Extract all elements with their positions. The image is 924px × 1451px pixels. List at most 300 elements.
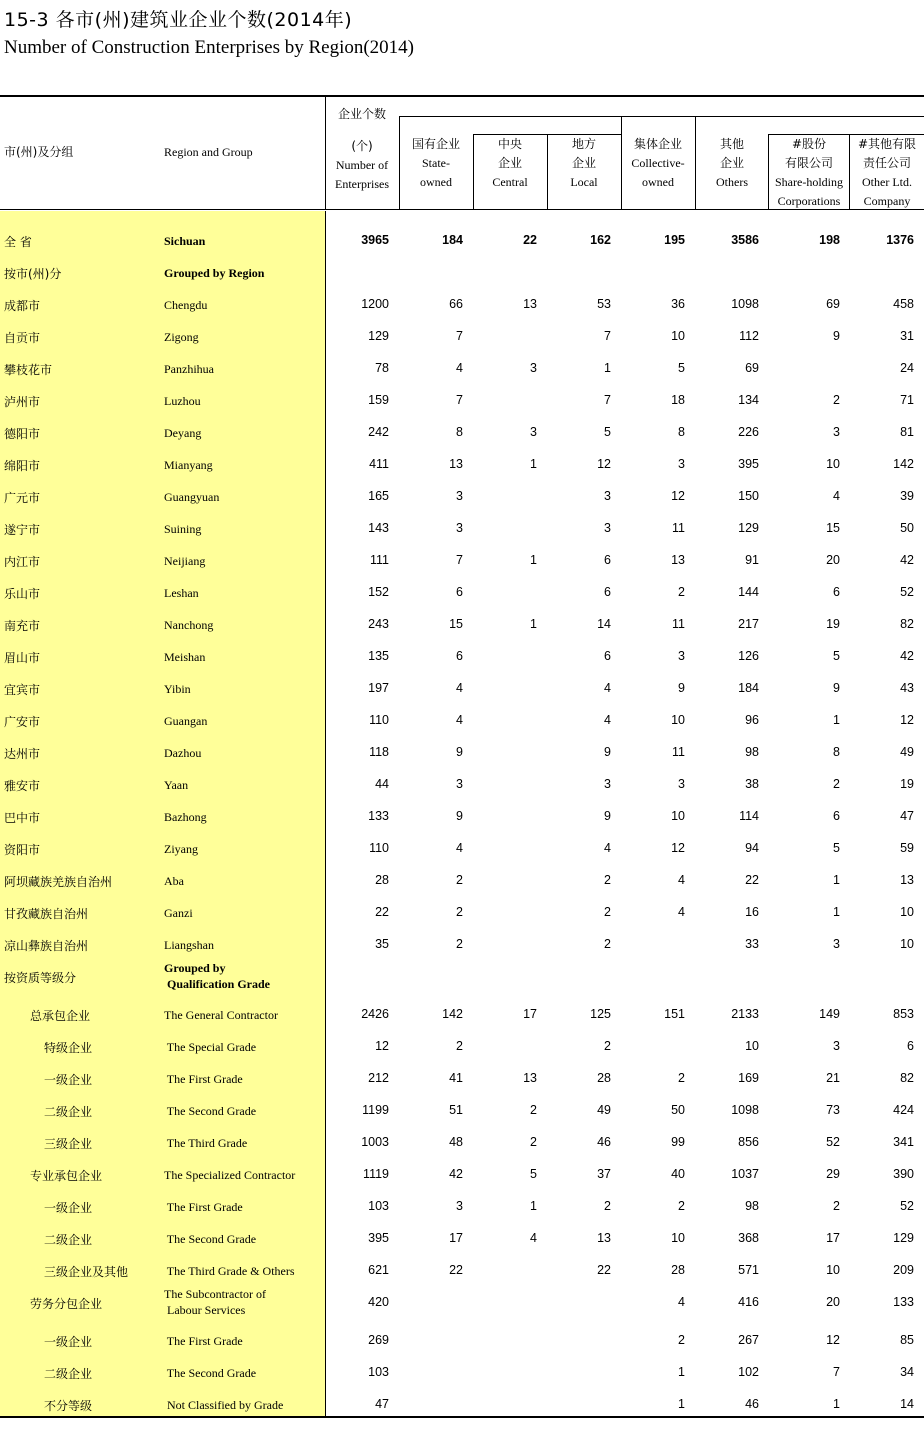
cell-local: 28 <box>597 1071 611 1085</box>
cell-count: 143 <box>368 521 389 535</box>
row-label-en <box>164 457 213 473</box>
row-label-en-line1: Nanchong <box>164 618 214 632</box>
table-row <box>0 865 924 897</box>
cell-others: 96 <box>745 713 759 727</box>
table-row <box>0 1095 924 1127</box>
row-label-en-line1: Suining <box>164 522 202 536</box>
cell-local: 3 <box>604 521 611 535</box>
row-label-en-line1: The First Grade <box>164 1200 243 1214</box>
row-label-en-line1: Neijiang <box>164 554 206 568</box>
cell-others: 184 <box>738 681 759 695</box>
cell-share: 1 <box>833 873 840 887</box>
cell-others: 112 <box>739 329 759 343</box>
header-share-en2: Corporations <box>777 194 841 208</box>
cell-others: 114 <box>739 809 759 823</box>
cell-others: 3586 <box>731 233 759 247</box>
row-label-en-line1: Ziyang <box>164 842 198 856</box>
cell-ltd: 49 <box>900 745 914 759</box>
cell-others: 1098 <box>731 1103 759 1117</box>
cell-others: 217 <box>738 617 759 631</box>
row-label-cn: 二级企业 <box>44 1105 93 1119</box>
cell-state: 7 <box>456 329 463 343</box>
row-label-en <box>164 745 201 761</box>
row-label-en-line2: Labour Services <box>164 1303 246 1317</box>
cell-count: 118 <box>369 745 389 759</box>
row-label-cn: 总承包企业 <box>30 1009 91 1023</box>
table-row <box>0 1283 924 1321</box>
table-row <box>0 545 924 577</box>
cell-state: 48 <box>449 1135 463 1149</box>
row-label-cn: 一级企业 <box>44 1073 93 1087</box>
cell-collective: 9 <box>678 681 685 695</box>
cell-state: 15 <box>449 617 463 631</box>
cell-central: 3 <box>530 425 537 439</box>
cell-local: 5 <box>604 425 611 439</box>
row-label-cn: 三级企业 <box>44 1137 93 1151</box>
cell-others: 368 <box>738 1231 759 1245</box>
cell-collective: 18 <box>671 393 685 407</box>
header-share-en1: Share-holding <box>775 175 843 189</box>
cell-others: 856 <box>738 1135 759 1149</box>
cell-state: 2 <box>456 1039 463 1053</box>
cell-ltd: 13 <box>900 873 914 887</box>
cell-share: 2 <box>833 393 840 407</box>
cell-share: 9 <box>833 681 840 695</box>
cell-count: 1119 <box>363 1167 389 1181</box>
row-label-en <box>164 1167 295 1183</box>
row-label-cn: 一级企业 <box>44 1201 93 1215</box>
cell-central: 1 <box>530 553 537 567</box>
row-label-en-line1: Leshan <box>164 586 199 600</box>
row-label-en <box>164 1007 278 1023</box>
row-label-cn: 绵阳市 <box>4 459 41 473</box>
row-label-cn: 南充市 <box>4 619 41 633</box>
table-row <box>0 417 924 449</box>
cell-share: 19 <box>826 617 840 631</box>
table-row <box>0 577 924 609</box>
cell-ltd: 42 <box>900 649 914 663</box>
row-label-en-line1: Not Classified by Grade <box>164 1398 284 1412</box>
cell-count: 28 <box>375 873 389 887</box>
cell-state: 13 <box>449 457 463 471</box>
row-label-en <box>164 1365 256 1381</box>
cell-ltd: 42 <box>900 553 914 567</box>
cell-ltd: 34 <box>900 1365 914 1379</box>
header-collective-en1: Collective- <box>631 156 685 170</box>
header-collective-en2: owned <box>642 175 674 189</box>
cell-count: 12 <box>375 1039 389 1053</box>
cell-central: 22 <box>523 233 537 247</box>
row-label-en <box>164 521 201 537</box>
header-share-cn2: 有限公司 <box>784 156 833 170</box>
cell-central: 17 <box>523 1007 537 1021</box>
row-label-cn: 广元市 <box>4 491 41 505</box>
row-label-cn: 攀枝花市 <box>4 363 53 377</box>
table-row <box>0 1325 924 1357</box>
table-row <box>0 641 924 673</box>
cell-share: 15 <box>826 521 840 535</box>
header-collective <box>622 135 694 192</box>
cell-count: 1003 <box>361 1135 389 1149</box>
cell-state: 3 <box>456 777 463 791</box>
row-label-cn: 宜宾市 <box>4 683 41 697</box>
cell-state: 22 <box>449 1263 463 1277</box>
cell-others: 16 <box>745 905 759 919</box>
header-region-cn: 市(州)及分组 <box>4 145 74 159</box>
cell-collective: 2 <box>678 1333 685 1347</box>
header-count-group <box>326 137 398 194</box>
header-local-cn1: 地方 <box>571 137 596 151</box>
cell-local: 6 <box>604 585 611 599</box>
page-title-cn: 15-3 各市(州)建筑业企业个数(2014年) <box>4 9 353 31</box>
cell-collective: 3 <box>678 457 685 471</box>
cell-others: 98 <box>745 1199 759 1213</box>
row-label-cn: 凉山彝族自治州 <box>4 939 89 953</box>
cell-share: 8 <box>833 745 840 759</box>
header-local <box>548 135 620 192</box>
cell-state: 41 <box>449 1071 463 1085</box>
cell-count: 165 <box>368 489 389 503</box>
row-label-cn: 劳务分包企业 <box>30 1297 103 1311</box>
header-central <box>474 135 546 192</box>
cell-local: 4 <box>604 841 611 855</box>
cell-state: 3 <box>456 1199 463 1213</box>
table-row <box>0 225 924 257</box>
row-label-en-line1: Luzhou <box>164 394 201 408</box>
row-label-cn: 遂宁市 <box>4 523 41 537</box>
cell-ltd: 50 <box>900 521 914 535</box>
cell-collective: 10 <box>671 713 685 727</box>
row-label-en <box>164 489 219 505</box>
row-label-en <box>164 617 213 633</box>
table-row <box>0 257 924 289</box>
row-label-en <box>164 937 214 953</box>
cell-local: 46 <box>597 1135 611 1149</box>
cell-state: 3 <box>456 521 463 535</box>
cell-count: 44 <box>375 777 389 791</box>
row-label-en-line1: The Subcontractor of <box>164 1287 266 1301</box>
cell-share: 20 <box>826 553 840 567</box>
table-row <box>0 289 924 321</box>
cell-collective: 1 <box>678 1365 685 1379</box>
cell-count: 1199 <box>362 1103 389 1117</box>
header-region-en: Region and Group <box>164 145 253 159</box>
cell-local: 2 <box>604 1199 611 1213</box>
row-label-en <box>164 649 205 665</box>
cell-ltd: 133 <box>893 1295 914 1309</box>
cell-local: 2 <box>604 1039 611 1053</box>
cell-count: 47 <box>375 1397 389 1411</box>
row-label-en-line1: The Third Grade <box>164 1136 248 1150</box>
table-row <box>0 705 924 737</box>
cell-collective: 8 <box>678 425 685 439</box>
row-label-cn: 泸州市 <box>4 395 41 409</box>
table-row <box>0 897 924 929</box>
cell-ltd: 12 <box>900 713 914 727</box>
table-row <box>0 737 924 769</box>
cell-local: 3 <box>604 777 611 791</box>
cell-share: 2 <box>833 777 840 791</box>
row-label-en-line1: The First Grade <box>164 1072 243 1086</box>
row-label-cn: 二级企业 <box>44 1233 93 1247</box>
row-label-en <box>164 553 205 569</box>
row-label-cn: 按市(州)分 <box>4 267 62 281</box>
row-label-cn: 三级企业及其他 <box>44 1265 129 1279</box>
cell-state: 6 <box>456 649 463 663</box>
row-label-en-line1: Aba <box>164 874 184 888</box>
row-label-cn: 巴中市 <box>4 811 41 825</box>
row-label-en-line1: Chengdu <box>164 298 208 312</box>
cell-ltd: 19 <box>900 777 914 791</box>
cell-collective: 28 <box>671 1263 685 1277</box>
cell-others: 129 <box>738 521 759 535</box>
cell-state: 7 <box>456 553 463 567</box>
cell-count: 152 <box>368 585 389 599</box>
row-label-cn: 全 省 <box>4 235 32 249</box>
cell-local: 22 <box>597 1263 611 1277</box>
cell-share: 12 <box>826 1333 840 1347</box>
cell-state: 9 <box>456 809 463 823</box>
header-ltd <box>850 135 924 211</box>
table-row <box>0 513 924 545</box>
header-central-cn2: 企业 <box>497 156 522 170</box>
row-label-en-line1: Sichuan <box>164 234 206 248</box>
header-share <box>769 135 849 211</box>
cell-others: 2133 <box>731 1007 759 1021</box>
cell-ltd: 81 <box>900 425 914 439</box>
row-label-cn: 甘孜藏族自治州 <box>4 907 89 921</box>
header-local-en: Local <box>570 175 598 189</box>
cell-count: 22 <box>375 905 389 919</box>
row-label-en <box>164 960 270 992</box>
cell-collective: 50 <box>671 1103 685 1117</box>
row-label-en <box>164 1231 256 1247</box>
header-count-unit: (个) <box>351 139 373 153</box>
row-label-en-line1: The Second Grade <box>164 1366 257 1380</box>
row-label-cn: 达州市 <box>4 747 41 761</box>
cell-state: 4 <box>456 841 463 855</box>
cell-ltd: 424 <box>893 1103 914 1117</box>
cell-count: 133 <box>368 809 389 823</box>
cell-share: 20 <box>826 1295 840 1309</box>
cell-ltd: 39 <box>900 489 914 503</box>
row-label-en <box>164 1135 247 1151</box>
cell-ltd: 31 <box>900 329 914 343</box>
cell-others: 10 <box>745 1039 759 1053</box>
cell-share: 3 <box>833 937 840 951</box>
row-label-en-line1: Zigong <box>164 330 199 344</box>
row-label-cn: 乐山市 <box>4 587 41 601</box>
cell-others: 267 <box>738 1333 759 1347</box>
row-label-en <box>164 393 201 409</box>
cell-ltd: 10 <box>900 937 914 951</box>
cell-share: 5 <box>833 841 840 855</box>
row-label-en <box>164 873 184 889</box>
cell-ltd: 52 <box>900 1199 914 1213</box>
table-row <box>0 353 924 385</box>
cell-local: 13 <box>597 1231 611 1245</box>
header-central-cn1: 中央 <box>497 137 522 151</box>
row-label-en-line1: The Second Grade <box>164 1232 257 1246</box>
row-label-cn: 不分等级 <box>44 1399 93 1413</box>
header-ltd-en2: Company <box>863 194 911 208</box>
cell-state: 4 <box>456 681 463 695</box>
cell-state: 42 <box>449 1167 463 1181</box>
cell-count: 159 <box>368 393 389 407</box>
cell-count: 197 <box>368 681 389 695</box>
cell-others: 134 <box>738 393 759 407</box>
cell-ltd: 59 <box>900 841 914 855</box>
cell-count: 110 <box>369 841 389 855</box>
table-row <box>0 999 924 1031</box>
cell-others: 102 <box>738 1365 759 1379</box>
cell-state: 6 <box>456 585 463 599</box>
cell-others: 226 <box>738 425 759 439</box>
cell-share: 3 <box>833 425 840 439</box>
cell-share: 6 <box>833 809 840 823</box>
cell-count: 420 <box>368 1295 389 1309</box>
cell-ltd: 1376 <box>886 233 914 247</box>
cell-local: 9 <box>604 745 611 759</box>
row-label-cn: 二级企业 <box>44 1367 93 1381</box>
cell-count: 35 <box>375 937 389 951</box>
cell-ltd: 129 <box>893 1231 914 1245</box>
cell-local: 6 <box>604 553 611 567</box>
cell-count: 103 <box>368 1199 389 1213</box>
cell-collective: 10 <box>671 809 685 823</box>
cell-count: 269 <box>368 1333 389 1347</box>
cell-collective: 3 <box>678 649 685 663</box>
cell-others: 98 <box>745 745 759 759</box>
row-label-cn: 自贡市 <box>4 331 41 345</box>
row-label-en <box>164 1333 243 1349</box>
cell-central: 5 <box>530 1167 537 1181</box>
cell-collective: 2 <box>678 1199 685 1213</box>
row-label-en <box>164 1199 243 1215</box>
row-label-en <box>164 809 207 825</box>
cell-collective: 11 <box>672 745 685 759</box>
cell-local: 12 <box>597 457 611 471</box>
cell-collective: 36 <box>671 297 685 311</box>
cell-count: 212 <box>368 1071 389 1085</box>
cell-others: 69 <box>745 361 759 375</box>
cell-state: 4 <box>456 713 463 727</box>
row-label-en-line1: Grouped by <box>164 961 226 975</box>
cell-others: 150 <box>738 489 759 503</box>
table-row <box>0 321 924 353</box>
row-label-en-line1: Meishan <box>164 650 206 664</box>
cell-ltd: 6 <box>907 1039 914 1053</box>
cell-local: 49 <box>597 1103 611 1117</box>
table-row <box>0 1223 924 1255</box>
cell-ltd: 52 <box>900 585 914 599</box>
cell-collective: 11 <box>672 617 685 631</box>
cell-others: 169 <box>738 1071 759 1085</box>
row-label-cn: 雅安市 <box>4 779 41 793</box>
table-row <box>0 769 924 801</box>
table-row <box>0 385 924 417</box>
table-row <box>0 673 924 705</box>
table-row <box>0 609 924 641</box>
cell-count: 103 <box>368 1365 389 1379</box>
cell-others: 144 <box>738 585 759 599</box>
row-label-en-line1: The Specialized Contractor <box>164 1168 296 1182</box>
cell-ltd: 458 <box>893 297 914 311</box>
row-label-cn: 眉山市 <box>4 651 41 665</box>
row-label-en <box>164 681 191 697</box>
cell-collective: 10 <box>671 1231 685 1245</box>
row-label-en-line1: Yibin <box>164 682 191 696</box>
table-row <box>0 1031 924 1063</box>
cell-local: 1 <box>604 361 611 375</box>
cell-ltd: 209 <box>893 1263 914 1277</box>
cell-share: 4 <box>833 489 840 503</box>
cell-local: 9 <box>604 809 611 823</box>
cell-local: 7 <box>604 329 611 343</box>
row-label-en-line1: Bazhong <box>164 810 207 824</box>
row-label-cn: 特级企业 <box>44 1041 93 1055</box>
cell-count: 135 <box>368 649 389 663</box>
row-label-cn: 成都市 <box>4 299 41 313</box>
row-label-en <box>164 1039 256 1055</box>
row-label-en <box>164 1397 283 1413</box>
row-label-en-line1: Dazhou <box>164 746 202 760</box>
cell-count: 242 <box>368 425 389 439</box>
table-header <box>0 97 924 210</box>
cell-share: 1 <box>833 905 840 919</box>
cell-collective: 4 <box>678 905 685 919</box>
cell-collective: 1 <box>678 1397 685 1411</box>
row-label-en-line1: Grouped by Region <box>164 266 265 280</box>
row-label-en-line1: Liangshan <box>164 938 214 952</box>
cell-local: 125 <box>590 1007 611 1021</box>
cell-collective: 10 <box>671 329 685 343</box>
row-label-en-line1: Yaan <box>164 778 189 792</box>
cell-others: 571 <box>738 1263 759 1277</box>
cell-count: 243 <box>368 617 389 631</box>
cell-state: 4 <box>456 361 463 375</box>
cell-count: 1200 <box>361 297 389 311</box>
cell-local: 37 <box>597 1167 611 1181</box>
cell-central: 1 <box>530 457 537 471</box>
row-label-en <box>164 1286 266 1318</box>
cell-central: 2 <box>530 1135 537 1149</box>
cell-share: 5 <box>833 649 840 663</box>
row-label-en-line1: Ganzi <box>164 906 193 920</box>
cell-ltd: 47 <box>900 809 914 823</box>
cell-local: 2 <box>604 873 611 887</box>
cell-state: 2 <box>456 905 463 919</box>
cell-others: 1037 <box>731 1167 759 1181</box>
cell-share: 21 <box>826 1071 840 1085</box>
cell-share: 2 <box>833 1199 840 1213</box>
header-share-cn1: #股份 <box>791 137 827 151</box>
cell-collective: 4 <box>678 873 685 887</box>
cell-central: 13 <box>523 297 537 311</box>
cell-central: 13 <box>523 1071 537 1085</box>
header-ltd-cn1: #其他有限 <box>857 137 917 151</box>
cell-ltd: 14 <box>900 1397 914 1411</box>
row-label-en <box>164 329 199 345</box>
row-label-en <box>164 905 193 921</box>
cell-ltd: 82 <box>900 1071 914 1085</box>
cell-others: 22 <box>745 873 759 887</box>
row-label-en-line2: Qualification Grade <box>164 977 270 991</box>
header-others-cn1: 其他 <box>719 137 744 151</box>
row-label-en-line1: The First Grade <box>164 1334 243 1348</box>
row-label-cn: 按资质等级分 <box>4 971 77 985</box>
cell-collective: 40 <box>671 1167 685 1181</box>
